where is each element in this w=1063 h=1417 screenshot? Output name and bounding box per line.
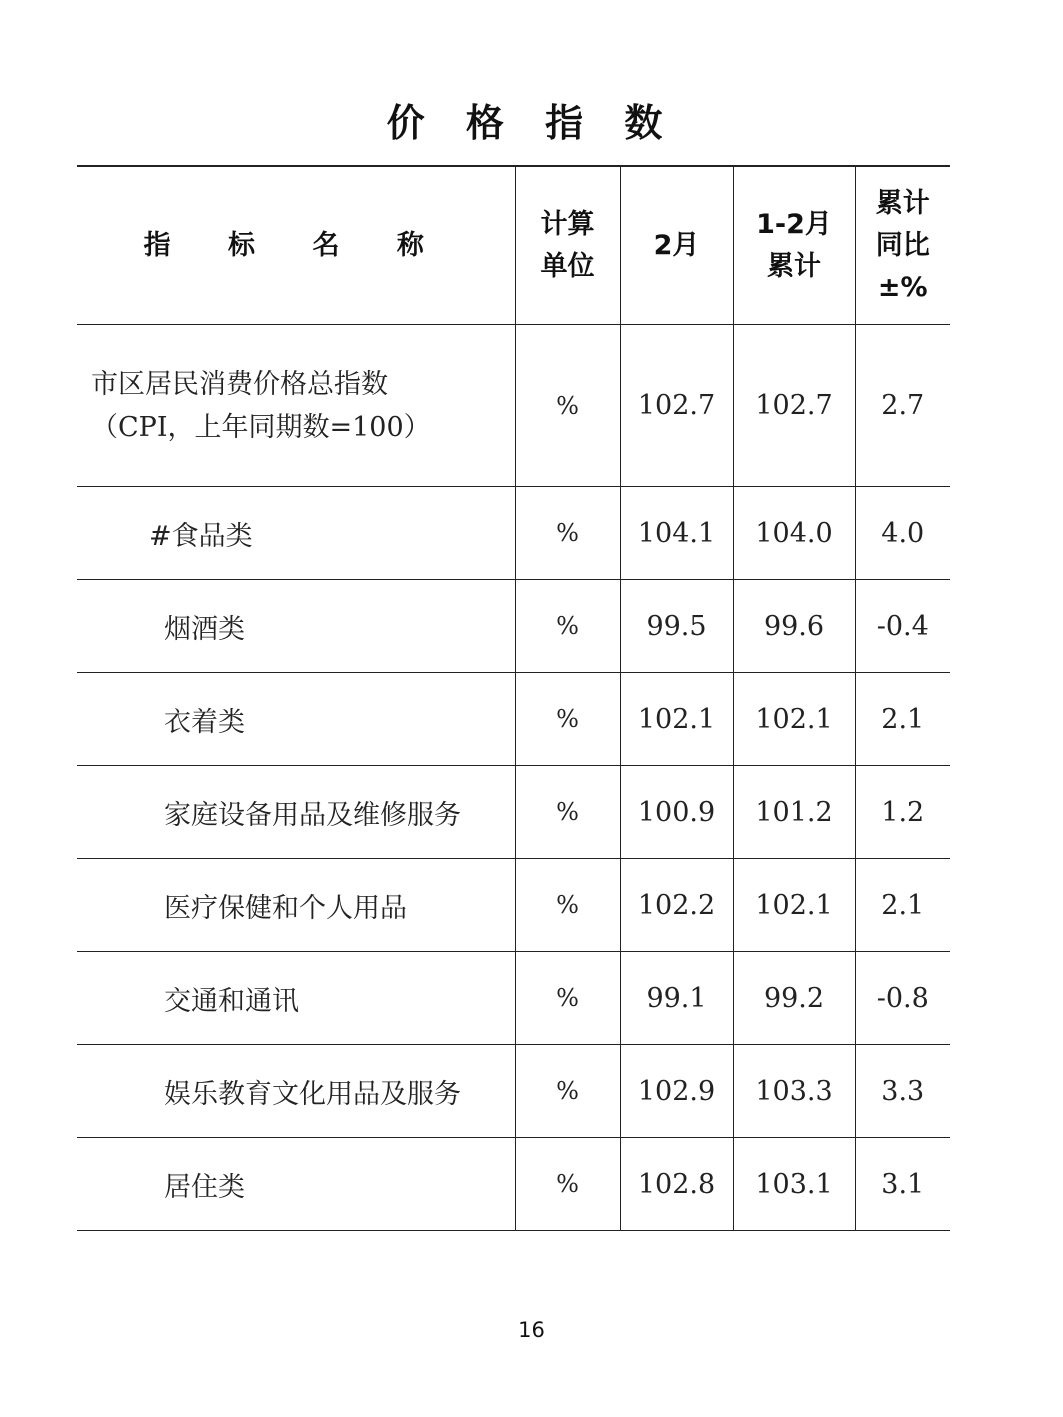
cumulative-value: 101.2 [733,766,855,859]
header-month: 2月 [620,166,733,325]
unit-cell: % [515,1138,620,1231]
cumulative-value: 103.3 [733,1045,855,1138]
indicator-name: #食品类 [77,487,515,580]
month-value: 102.8 [620,1138,733,1231]
header-unit-line: 计算 [540,208,595,240]
yoy-value: 2.1 [855,859,950,952]
unit-cell: % [515,673,620,766]
month-value: 99.1 [620,952,733,1045]
unit-cell: % [515,487,620,580]
yoy-value: 1.2 [855,766,950,859]
table-row [77,487,950,580]
indicator-name: 家庭设备用品及维修服务 [77,766,515,859]
yoy-value: 3.3 [855,1045,950,1138]
header-yoy-line: ±% [877,271,928,303]
month-value: 99.5 [620,580,733,673]
yoy-value: 4.0 [855,487,950,580]
page-number: 16 [518,1318,545,1342]
yoy-value: -0.4 [855,580,950,673]
unit-cell: % [515,766,620,859]
table-row [77,766,950,859]
unit-cell: % [515,1045,620,1138]
yoy-value: 3.1 [855,1138,950,1231]
month-value: 100.9 [620,766,733,859]
cumulative-value: 99.2 [733,952,855,1045]
table-row [77,673,950,766]
month-value: 102.1 [620,673,733,766]
header-yoy-line: 同比 [875,229,930,261]
header-yoy [855,166,950,325]
price-index-table [77,165,950,1231]
header-row [77,166,950,325]
month-value: 102.7 [620,325,733,487]
indicator-name: 衣着类 [77,673,515,766]
indicator-name: 医疗保健和个人用品 [77,859,515,952]
header-cumulative-line: 1-2月 [756,208,832,240]
header-cumulative-line: 累计 [767,250,821,282]
unit-cell: % [515,952,620,1045]
month-value: 102.2 [620,859,733,952]
indicator-name: 娱乐教育文化用品及服务 [77,1045,515,1138]
table-row [77,580,950,673]
cumulative-value: 102.1 [733,673,855,766]
cumulative-value: 99.6 [733,580,855,673]
indicator-name: 居住类 [77,1138,515,1231]
table-row [77,859,950,952]
unit-cell: % [515,859,620,952]
month-value: 102.9 [620,1045,733,1138]
table-row [77,1045,950,1138]
header-yoy-line: 累计 [875,187,930,219]
yoy-value: 2.7 [855,325,950,487]
table-row [77,1138,950,1231]
indicator-name-line: 市区居民消费价格总指数 [91,368,388,400]
month-value: 104.1 [620,487,733,580]
cumulative-value: 104.0 [733,487,855,580]
header-unit-line: 单位 [540,250,595,282]
indicator-name: 交通和通讯 [77,952,515,1045]
yoy-value: -0.8 [855,952,950,1045]
header-cumulative [733,166,855,325]
indicator-name [77,325,515,487]
indicator-name-line: （CPI，上年同期数=100） [91,411,431,443]
yoy-value: 2.1 [855,673,950,766]
header-unit [515,166,620,325]
cumulative-value: 102.1 [733,859,855,952]
header-indicator-name: 指 标 名 称 [77,166,515,325]
page-title: 价 格 指 数 [386,101,677,145]
cumulative-value: 103.1 [733,1138,855,1231]
cumulative-value: 102.7 [733,325,855,487]
indicator-name: 烟酒类 [77,580,515,673]
table-row [77,952,950,1045]
table-row [77,325,950,487]
unit-cell: % [515,580,620,673]
unit-cell: % [515,325,620,487]
